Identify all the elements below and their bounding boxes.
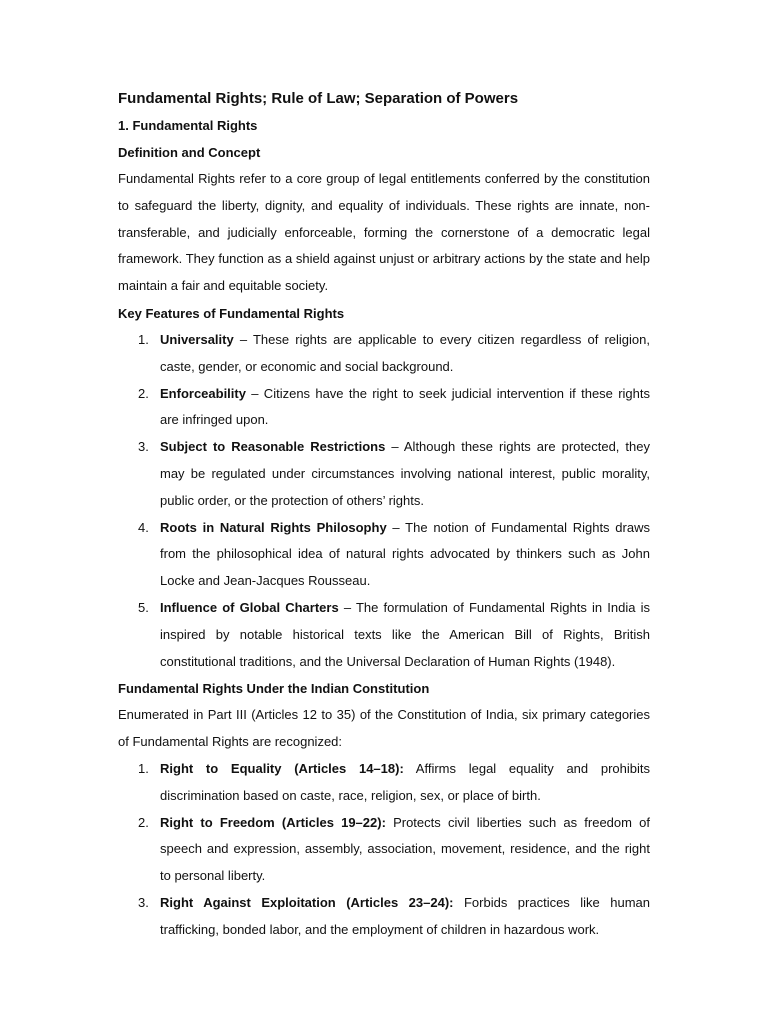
list-item-term: Right Against Exploitation (Articles 23–24): xyxy=(160,894,454,910)
list-item-number: 2. xyxy=(138,385,149,401)
list-item xyxy=(118,515,650,595)
definition-paragraph: Fundamental Rights refer to a core group of legal entitlements conferred by the constitution to safeguard the liberty, dignity, and equality of individuals. These rights are innate, non-transferable, and judicially enforceable, forming the cornerstone of a democratic legal framework. They function as a shield against unjust or arbitrary actions by the state and help maintain a fair and equitable society. xyxy=(118,171,650,294)
list-item-text: – Although these rights are protected, they may be regulated under circumstances involving national interest, public morality, public order, or the protection of others’ rights. xyxy=(160,439,650,508)
list-item-text: Protects civil liberties such as freedom of speech and expression, assembly, association, movement, residence, and the right to personal liberty. xyxy=(160,814,650,884)
list-item-number: 3. xyxy=(138,439,149,455)
list-item xyxy=(118,327,650,381)
list-item-text: – These rights are applicable to every citizen regardless of religion, caste, gender, or economic and social background. xyxy=(160,331,650,374)
list-item xyxy=(118,810,650,890)
section-heading: 1. Fundamental Rights xyxy=(118,118,258,133)
list-item-number: 1. xyxy=(138,760,149,776)
list-item xyxy=(118,434,650,514)
list-item-text: – Citizens have the right to seek judicial intervention if these rights are infringed upon. xyxy=(160,385,650,428)
key-features-heading: Key Features of Fundamental Rights xyxy=(118,305,345,321)
list-item-term: Subject to Reasonable Restrictions xyxy=(160,439,386,455)
list-item-term: Enforceability xyxy=(160,385,246,401)
list-item-number: 2. xyxy=(138,814,149,830)
list-item-term: Right to Freedom (Articles 19–22): xyxy=(160,814,386,830)
indian-constitution-heading: Fundamental Rights Under the Indian Constitution xyxy=(118,681,430,697)
list-item-number: 4. xyxy=(138,519,149,535)
list-item-term: Universality xyxy=(160,331,234,347)
list-item xyxy=(118,381,650,435)
list-item-term: Influence of Global Charters xyxy=(160,599,339,615)
indian-constitution-intro: Enumerated in Part III (Articles 12 to 35) of the Constitution of India, six primary categories of Fundamental Rights are recognized: xyxy=(118,707,650,750)
list-item-number: 3. xyxy=(138,894,149,910)
rights-categories-list xyxy=(118,756,650,944)
list-item-term: Roots in Natural Rights Philosophy xyxy=(160,519,387,535)
definition-heading: Definition and Concept xyxy=(118,145,261,160)
list-item-text: – The notion of Fundamental Rights draws from the philosophical idea of natural rights advocated by thinkers such as John Locke and Jean-Jacques Rousseau. xyxy=(160,519,650,589)
document-title: Fundamental Rights; Rule of Law; Separation of Powers xyxy=(118,90,519,107)
list-item-text: Forbids practices like human trafficking, bonded labor, and the employment of children in hazardous work. xyxy=(160,894,650,937)
list-item-term: Right to Equality (Articles 14–18): xyxy=(160,760,404,776)
list-item-text: – The formulation of Fundamental Rights in India is inspired by notable historical texts like the American Bill of Rights, British constitutional traditions, and the Universal Declaration of Human Rights (1948). xyxy=(160,599,650,669)
list-item-number: 1. xyxy=(138,331,149,347)
key-features-list xyxy=(118,327,650,675)
list-item xyxy=(118,756,650,810)
document-page xyxy=(118,86,650,944)
list-item-text: Affirms legal equality and prohibits discrimination based on caste, race, religion, sex, or place of birth. xyxy=(160,760,650,803)
list-item xyxy=(118,890,650,944)
list-item xyxy=(118,595,650,675)
list-item-number: 5. xyxy=(138,599,149,615)
